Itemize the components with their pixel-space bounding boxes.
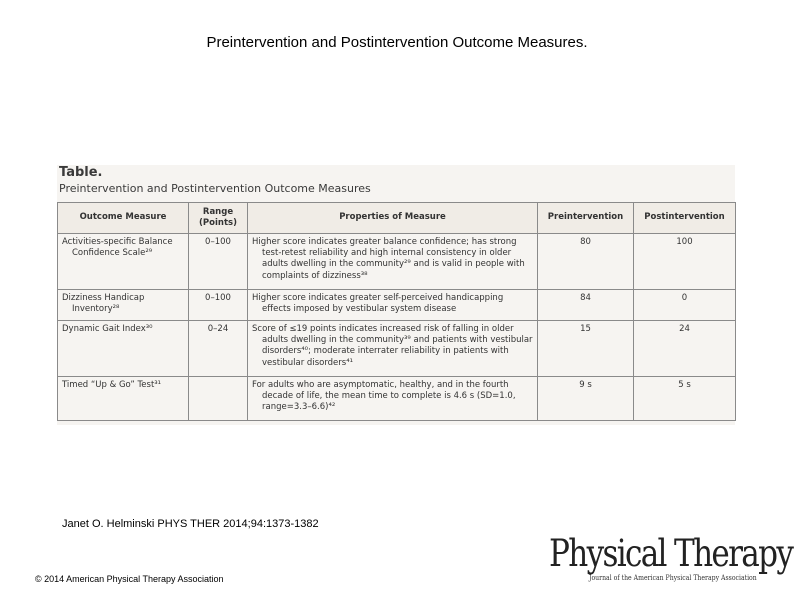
row-properties: For adults who are asymptomatic, healthy, and in the fourth decade of life, the mean time to complete is 4.6 s (SD=1.0, range=3.3–6.6)⁴²	[252, 380, 516, 413]
table-row	[58, 290, 736, 321]
table-row	[58, 321, 736, 377]
row-pre: 84	[538, 290, 634, 321]
header-preintervention: Preintervention	[538, 203, 634, 234]
slide-title: Preintervention and Postintervention Outcome Measures.	[206, 34, 588, 51]
row-post: 100	[634, 234, 736, 290]
row-post: 5 s	[634, 377, 736, 421]
row-measure: Dynamic Gait Index³⁰	[62, 324, 153, 334]
header-range: Range (Points)	[189, 203, 248, 234]
table-label: Table.	[59, 165, 103, 180]
outcome-measures-table	[57, 202, 736, 421]
row-properties: Higher score indicates greater balance confidence; has strong test-retest reliability and high internal consistency in older adults dwelling in the community²⁹ and is valid in people with complaints of dizziness³⁸	[252, 237, 525, 281]
row-pre: 15	[538, 321, 634, 377]
row-range: 0–24	[189, 321, 248, 377]
row-range: 0–100	[189, 290, 248, 321]
table-header-row	[58, 203, 736, 234]
header-properties: Properties of Measure	[248, 203, 538, 234]
row-properties: Score of ≤19 points indicates increased risk of falling in older adults dwelling in the community³⁹ and patients with vestibular disorders⁴⁰; moderate interrater reliability in patients with vestibular disorders⁴¹	[252, 324, 533, 368]
row-measure: Dizziness Handicap Inventory²⁸	[62, 293, 145, 315]
row-measure: Timed “Up & Go” Test³¹	[62, 380, 162, 390]
row-range	[189, 377, 248, 421]
table-figure	[57, 165, 735, 425]
header-outcome-measure: Outcome Measure	[58, 203, 189, 234]
table-caption: Preintervention and Postintervention Outcome Measures	[59, 182, 371, 195]
journal-logo	[549, 532, 793, 586]
header-postintervention: Postintervention	[634, 203, 736, 234]
row-measure: Activities-specific Balance Confidence Scale²⁹	[62, 237, 173, 259]
table-row	[58, 377, 736, 421]
row-pre: 9 s	[538, 377, 634, 421]
row-pre: 80	[538, 234, 634, 290]
row-post: 24	[634, 321, 736, 377]
row-post: 0	[634, 290, 736, 321]
copyright: © 2014 American Physical Therapy Association	[35, 574, 224, 584]
logo-subtitle: Journal of the American Physical Therapy Association	[589, 574, 757, 582]
table-row	[58, 234, 736, 290]
citation: Janet O. Helminski PHYS THER 2014;94:1373-1382	[62, 518, 319, 530]
logo-title: Physical Therapy	[549, 532, 793, 575]
row-range: 0–100	[189, 234, 248, 290]
row-properties: Higher score indicates greater self-perceived handicapping effects imposed by vestibular system disease	[252, 293, 504, 315]
